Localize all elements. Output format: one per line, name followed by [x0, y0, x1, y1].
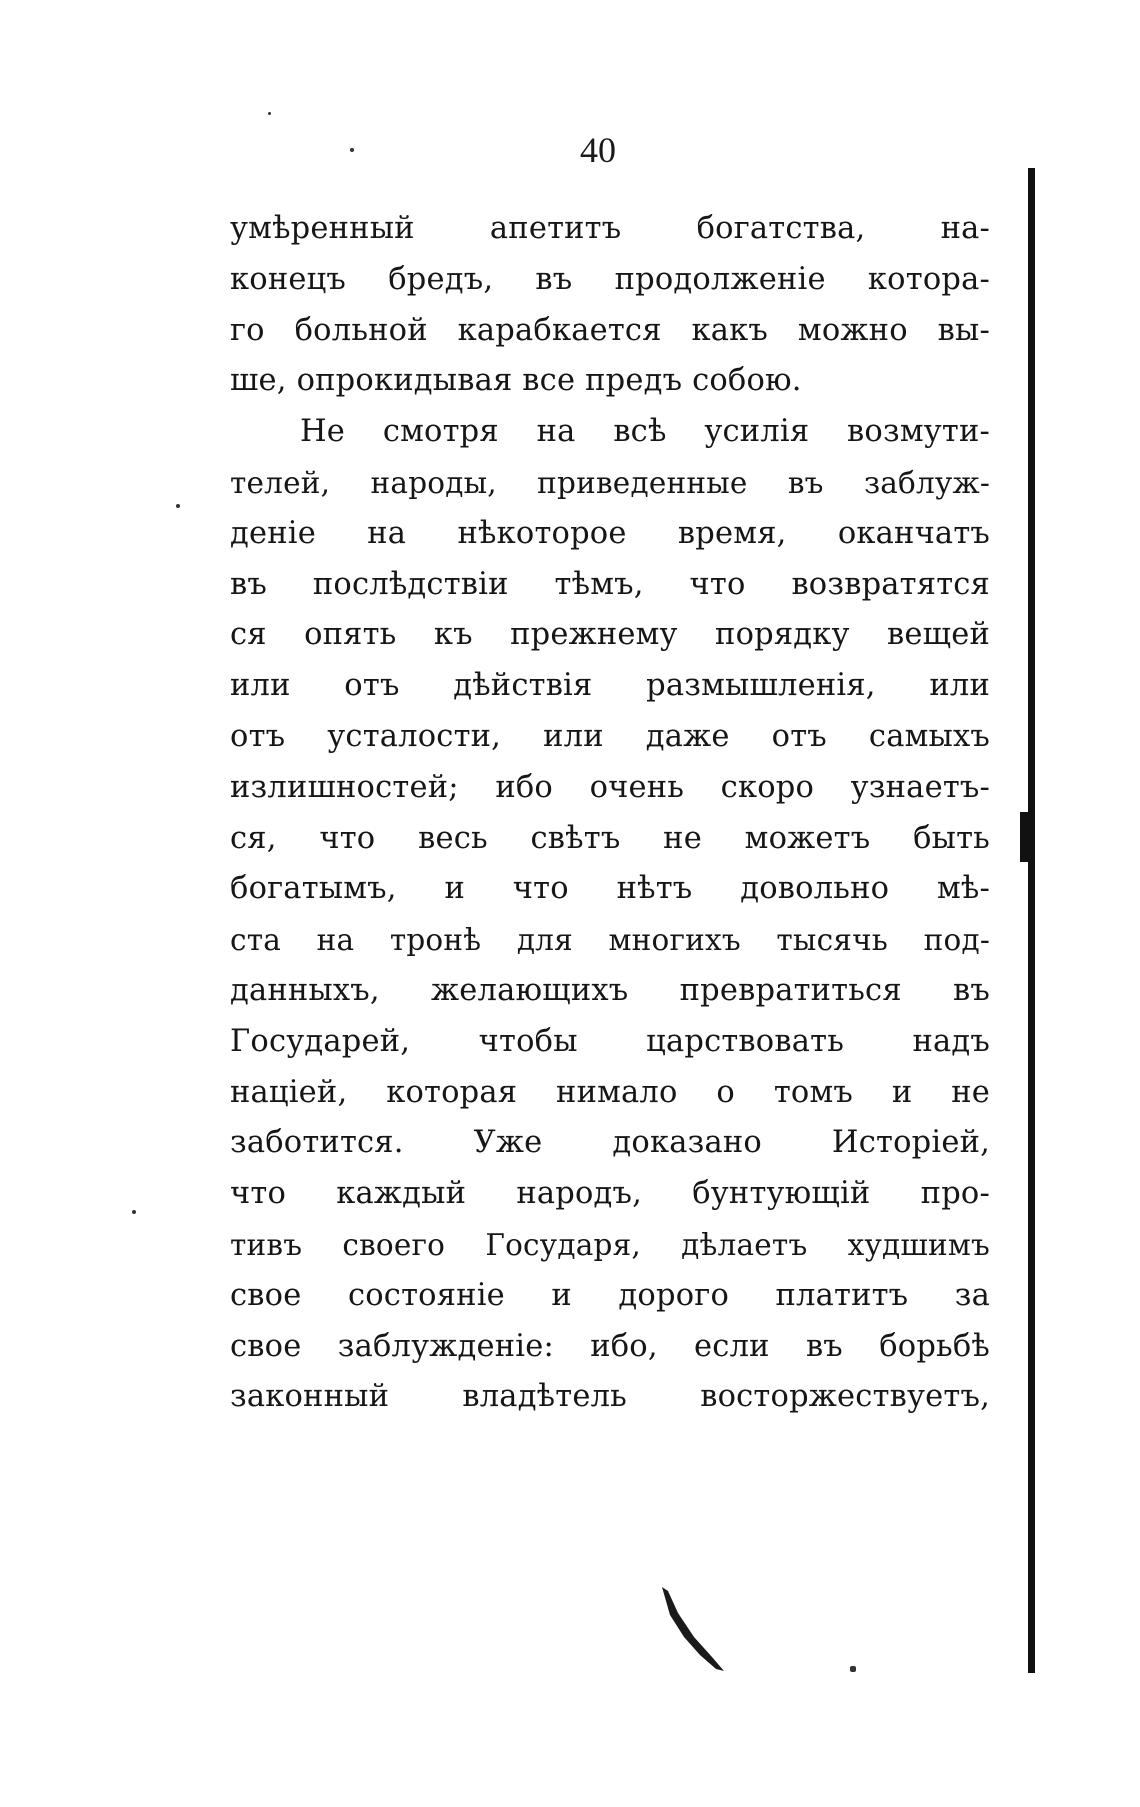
ink-smudge — [660, 1585, 740, 1673]
page-number: 40 — [580, 130, 616, 170]
body-text — [230, 204, 990, 1423]
speck — [132, 1210, 136, 1214]
text-line: націей, которая нимало о томъ и не — [230, 1074, 990, 1110]
text-line: данныхъ, желающихъ превратиться въ — [230, 972, 990, 1008]
text-line: тивъ своего Государя, дѣлаетъ худшимъ — [230, 1227, 990, 1262]
speck — [176, 504, 180, 508]
text-line: конецъ бредъ, въ продолженіе котора- — [230, 261, 990, 297]
text-line: излишностей; ибо очень скоро узнаетъ- — [230, 769, 990, 805]
text-line: телей, народы, приведенные въ заблуж- — [230, 465, 990, 500]
text-line: ся опять къ прежнему порядку вещей — [230, 617, 990, 653]
speck — [850, 1666, 856, 1672]
text-line: законный владѣтель восторжествуетъ, — [230, 1379, 990, 1415]
text-line: ста на тронѣ для многихъ тысячь под- — [230, 923, 990, 958]
text-line: отъ усталости, или даже отъ самыхъ — [230, 718, 990, 754]
page-edge-shadow — [1028, 168, 1035, 1673]
text-line: заботится. Уже доказано Исторіей, — [230, 1125, 990, 1161]
text-line: свое заблужденіе: ибо, если въ борьбѣ — [230, 1328, 990, 1364]
text-line: богатымъ, и что нѣтъ довольно мѣ- — [230, 871, 990, 907]
text-line: что каждый народъ, бунтующій про- — [230, 1176, 990, 1212]
text-line: умѣренный апетитъ богатства, на- — [230, 211, 990, 246]
text-line: Государей, чтобы царствовать надъ — [230, 1023, 990, 1059]
text-line: го больной карабкается какъ можно вы- — [230, 312, 990, 348]
speck — [268, 112, 271, 115]
page-edge-notch — [1020, 812, 1029, 862]
text-line: свое состояніе и дорого платитъ за — [230, 1277, 990, 1313]
text-line: или отъ дѣйствія размышленія, или — [230, 668, 990, 704]
speck — [350, 148, 354, 152]
text-line: ше, опрокидывая все предъ собою. — [230, 363, 802, 399]
text-line-paragraph-start: Не смотря на всѣ усилія возмути- — [300, 414, 990, 450]
text-line: деніе на нѣкоторое время, оканчатъ — [230, 515, 990, 551]
text-line: ся, что весь свѣтъ не можетъ быть — [230, 820, 990, 856]
text-line: въ послѣдствіи тѣмъ, что возвратятся — [230, 566, 990, 602]
